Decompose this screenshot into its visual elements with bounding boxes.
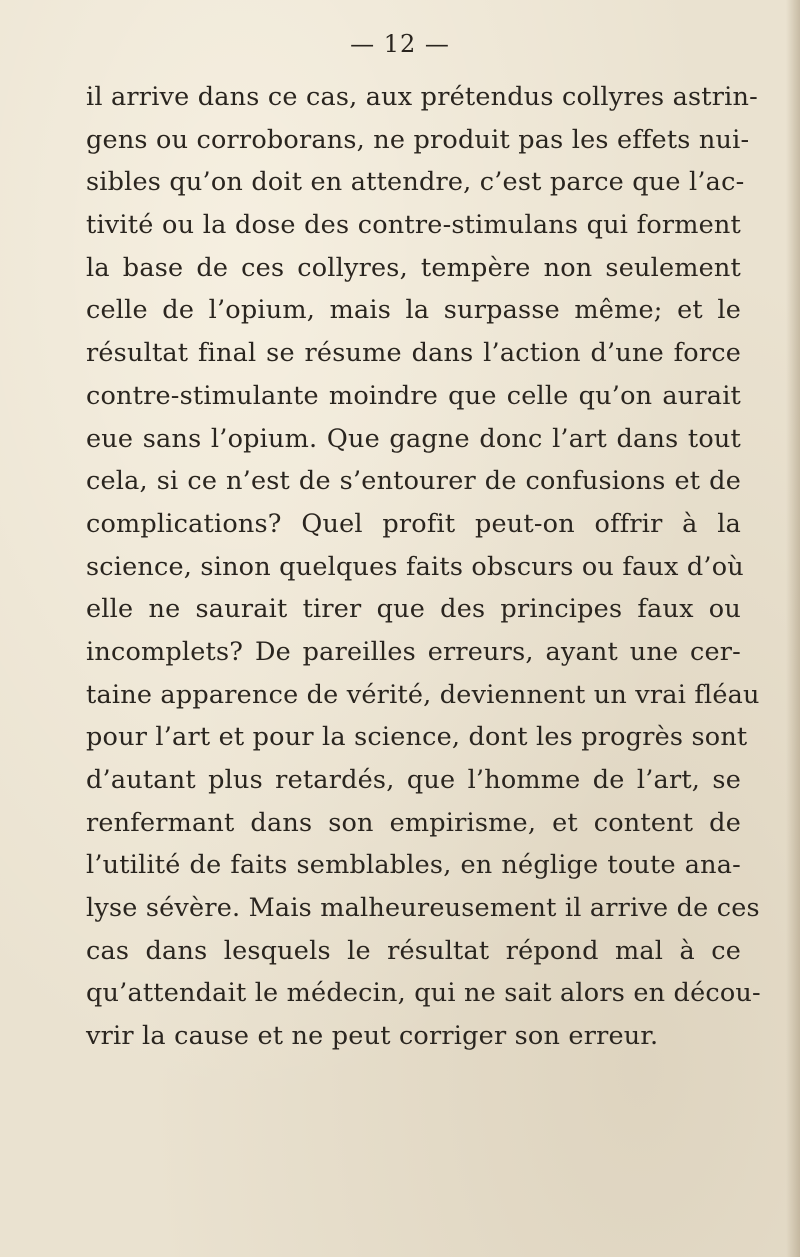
text-line: qu’attendait le médecin, qui ne sait alors en décou-	[86, 978, 761, 1009]
text-line: l’utilité de faits semblables, en néglige toute ana-	[86, 850, 741, 881]
text-line: tivité ou la dose des contre-stimulans qui forment	[86, 210, 741, 241]
text-line: la base de ces collyres, tempère non seulement	[86, 252, 741, 283]
text-line: cas dans lesquels le résultat répond mal à ce	[86, 935, 741, 966]
text-line: contre-stimulante moindre que celle qu’on aurait	[86, 380, 741, 411]
text-line: pour l’art et pour la science, dont les progrès sont	[86, 722, 748, 753]
text-line: cela, si ce n’est de s’entourer de confusions et de	[86, 466, 741, 497]
body-text	[86, 76, 761, 1058]
text-line: elle ne saurait tirer que des principes faux ou	[86, 594, 741, 625]
text-line: science, sinon quelques faits obscurs ou faux d’où	[86, 551, 744, 582]
text-line: d’autant plus retardés, que l’homme de l’art, se	[86, 765, 741, 795]
text-line: vrir la cause et ne peut corriger son erreur.	[86, 1021, 659, 1052]
text-line: celle de l’opium, mais la surpasse même; et le	[86, 295, 741, 326]
text-line: gens ou corroborans, ne produit pas les effets nui-	[86, 124, 750, 155]
text-line: incomplets? De pareilles erreurs, ayant une cer-	[86, 636, 741, 667]
text-line: lyse sévère. Mais malheureusement il arrive de ces	[86, 893, 760, 924]
text-line: eue sans l’opium. Que gagne donc l’art dans tout	[86, 423, 741, 454]
text-line: complications? Quel profit peut-on offrir à la	[86, 508, 741, 539]
text-line: il arrive dans ce cas, aux prétendus collyres astrin-	[86, 82, 758, 112]
text-line: sibles qu’on doit en attendre, c’est parce que l’ac-	[86, 167, 745, 198]
text-line: renfermant dans son empirisme, et content de	[86, 807, 741, 838]
text-line: taine apparence de vérité, deviennent un vrai fléau	[86, 679, 760, 710]
page-number: — 12 —	[350, 30, 450, 58]
text-line: résultat final se résume dans l’action d’une force	[86, 338, 741, 369]
page-edge-shadow	[786, 0, 800, 1257]
